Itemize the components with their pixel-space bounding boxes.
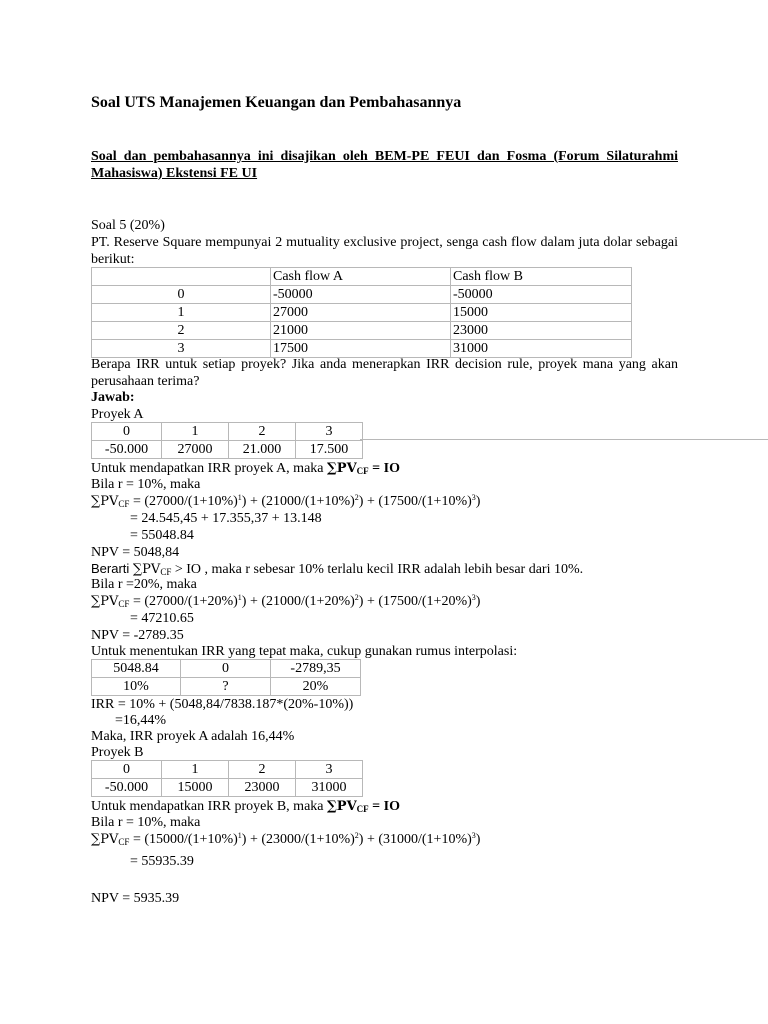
table-row	[92, 660, 361, 678]
formula-part: = (27000/(1+10%)	[129, 494, 238, 509]
subscript: CF	[118, 599, 130, 609]
table-row	[92, 268, 632, 286]
table-cell: 21.000	[229, 441, 296, 459]
formula-part: ) + (17500/(1+20%)	[358, 594, 472, 609]
table-cell: 3	[296, 761, 363, 779]
table-cell: 15000	[451, 304, 632, 322]
superscript: 1	[237, 593, 242, 602]
table-cell: 20%	[271, 678, 361, 696]
table-cell: 3	[92, 340, 271, 358]
table-row	[92, 286, 632, 304]
table-extension-line	[360, 439, 768, 440]
subscript: CF	[356, 804, 369, 814]
table-cell: 23000	[229, 779, 296, 797]
table-cell: 0	[92, 423, 162, 441]
table-cell: 17500	[271, 340, 451, 358]
table-cell: 27000	[271, 304, 451, 322]
table-cell: 27000	[162, 441, 229, 459]
berarti-word: Berarti	[91, 561, 133, 576]
table-cell: 0	[92, 761, 162, 779]
formula-part: ) + (31000/(1+10%)	[358, 832, 472, 847]
formula-part: )	[475, 832, 481, 847]
table-cell: 0	[92, 286, 271, 304]
sum-symbol: ∑PV	[91, 494, 119, 509]
superscript: 3	[471, 593, 476, 602]
formula-part: ) + (23000/(1+10%)	[241, 832, 355, 847]
table-cell: -50.000	[92, 779, 162, 797]
sum-10-a	[91, 493, 480, 510]
jawab-label: Jawab:	[91, 390, 135, 405]
bila-10-b: Bila r = 10%, maka	[91, 815, 201, 830]
irr-value: =16,44%	[115, 713, 167, 728]
proyek-a-conclusion: Maka, IRR proyek A adalah 16,44%	[91, 729, 295, 744]
subscript: CF	[356, 466, 369, 476]
document-subheading: Soal dan pembahasannya ini disajikan oleh BEM-PE FEUI dan Fosma (Forum Silaturahmi Mahasiswa) Ekstensi FE UI	[91, 149, 678, 181]
table-row	[92, 678, 361, 696]
superscript: 1	[237, 493, 242, 502]
npv-20-a: NPV = -2789.35	[91, 628, 184, 643]
subscript: CF	[160, 567, 172, 577]
proyek-b-intro	[91, 798, 400, 815]
sum-10-a-line3: = 55048.84	[130, 528, 194, 543]
table-cell: 2	[229, 423, 296, 441]
table-cell: 5048.84	[92, 660, 181, 678]
sum-symbol: ∑PV	[132, 562, 161, 577]
superscript: 1	[237, 831, 242, 840]
document-title: Soal UTS Manajemen Keuangan dan Pembahasannya	[91, 94, 462, 111]
proyek-a-intro	[91, 460, 400, 477]
interpolation-table	[91, 659, 361, 696]
irr-formula: IRR = 10% + (5048,84/7838.187*(20%-10%))	[91, 697, 354, 712]
formula-part: = (27000/(1+20%)	[129, 594, 238, 609]
soal-text: PT. Reserve Square mempunyai 2 mutuality exclusive project, senga cash flow dalam juta dolar sebagai berikut:	[91, 235, 678, 267]
table-row	[92, 761, 363, 779]
table-cell: 31000	[296, 779, 363, 797]
npv-10-a: NPV = 5048,84	[91, 545, 180, 560]
sum-symbol: ∑PV	[327, 461, 357, 476]
table-cell: -2789,35	[271, 660, 361, 678]
formula-part: = (15000/(1+10%)	[129, 832, 238, 847]
berarti-text: > IO , maka r sebesar 10% terlalu kecil IRR adalah lebih besar dari 10%.	[171, 562, 584, 577]
subscript: CF	[118, 837, 130, 847]
sum-10-b	[91, 831, 480, 848]
superscript: 2	[354, 593, 359, 602]
table-cell: 2	[229, 761, 296, 779]
table-cell: Cash flow B	[451, 268, 632, 286]
proyek-b-label: Proyek B	[91, 745, 144, 760]
formula-part: ) + (21000/(1+10%)	[241, 494, 355, 509]
table-cell: 31000	[451, 340, 632, 358]
sum-10-b-line2: = 55935.39	[130, 854, 194, 869]
table-cell: 1	[162, 761, 229, 779]
table-row	[92, 340, 632, 358]
table-cell: 0	[181, 660, 271, 678]
table-cell: 15000	[162, 779, 229, 797]
sum-symbol: ∑PV	[91, 832, 119, 847]
table-cell: ?	[181, 678, 271, 696]
sum-symbol: ∑PV	[327, 799, 357, 814]
bila-20-a: Bila r =20%, maka	[91, 577, 197, 592]
table-row	[92, 779, 363, 797]
table-cell: 17.500	[296, 441, 363, 459]
table-cell: -50.000	[92, 441, 162, 459]
superscript: 2	[354, 493, 359, 502]
table-cell: -50000	[451, 286, 632, 304]
formula-part: )	[475, 594, 481, 609]
interpolation-text: Untuk menentukan IRR yang tepat maka, cukup gunakan rumus interpolasi:	[91, 644, 518, 659]
table-cell: 3	[296, 423, 363, 441]
cashflow-table	[91, 267, 632, 358]
table-row	[92, 304, 632, 322]
formula-part: ) + (17500/(1+10%)	[358, 494, 472, 509]
formula-part: )	[475, 494, 481, 509]
table-cell: 2	[92, 322, 271, 340]
table-cell: 21000	[271, 322, 451, 340]
proyek-b-table	[91, 760, 363, 797]
table-cell: -50000	[271, 286, 451, 304]
intro-end: = IO	[368, 799, 400, 814]
superscript: 2	[354, 831, 359, 840]
sum-symbol: ∑PV	[91, 594, 119, 609]
sum-10-a-line2: = 24.545,45 + 17.355,37 + 13.148	[130, 511, 322, 526]
table-cell: 10%	[92, 678, 181, 696]
sum-20-a	[91, 593, 480, 610]
table-cell: Cash flow A	[271, 268, 451, 286]
table-cell: 1	[92, 304, 271, 322]
superscript: 3	[471, 493, 476, 502]
table-row	[92, 423, 363, 441]
proyek-a-table	[91, 422, 363, 459]
table-cell: 23000	[451, 322, 632, 340]
bila-10-a: Bila r = 10%, maka	[91, 477, 201, 492]
npv-10-b: NPV = 5935.39	[91, 891, 180, 906]
proyek-a-label: Proyek A	[91, 407, 144, 422]
intro-text: Untuk mendapatkan IRR proyek B, maka	[91, 799, 328, 814]
question-text: Berapa IRR untuk setiap proyek? Jika anda menerapkan IRR decision rule, proyek mana yang akan perusahaan terima?	[91, 357, 678, 389]
sum-20-a-line2: = 47210.65	[130, 611, 194, 626]
table-cell	[92, 268, 271, 286]
superscript: 3	[471, 831, 476, 840]
table-row	[92, 441, 363, 459]
intro-text: Untuk mendapatkan IRR proyek A, maka	[91, 461, 328, 476]
intro-end: = IO	[368, 461, 400, 476]
formula-part: ) + (21000/(1+20%)	[241, 594, 355, 609]
soal-label: Soal 5 (20%)	[91, 218, 165, 233]
table-row	[92, 322, 632, 340]
table-cell: 1	[162, 423, 229, 441]
subscript: CF	[118, 499, 130, 509]
